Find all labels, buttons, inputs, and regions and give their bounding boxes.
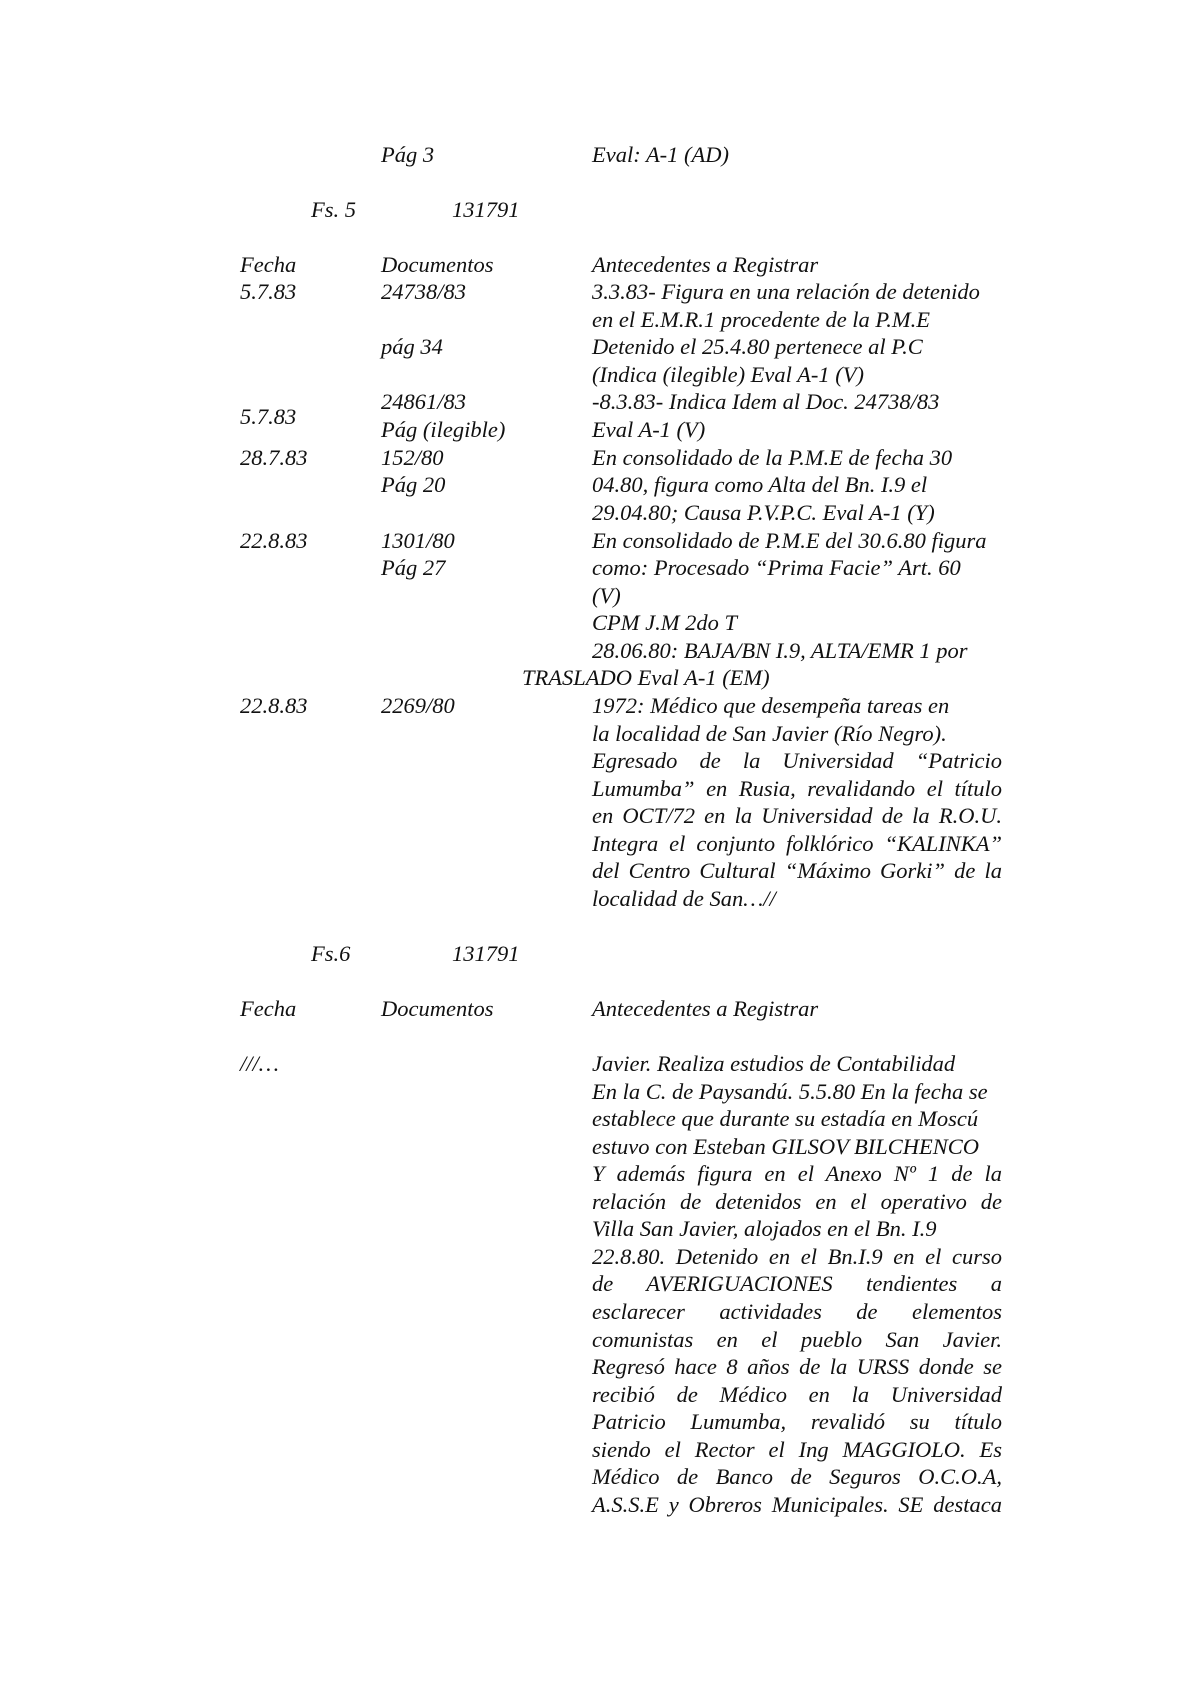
- header-fecha: Fecha: [240, 252, 297, 277]
- antecedente-line: Detenido el 25.4.80 pertenece al P.C: [592, 334, 923, 359]
- antecedente-line: (V): [592, 583, 621, 608]
- fecha-entry: 5.7.83: [240, 279, 297, 304]
- antecedente-line: como: Procesado “Prima Facie” Art. 60: [592, 555, 961, 580]
- antecedente-line: En consolidado de la P.M.E de fecha 30: [592, 445, 953, 470]
- fecha-entry: 5.7.83: [240, 404, 297, 429]
- antecedente-line: relación de detenidos en el operativo de: [592, 1189, 1002, 1214]
- antecedente-line: -8.3.83- Indica Idem al Doc. 24738/83: [592, 389, 940, 414]
- antecedente-line: Lumumba” en Rusia, revalidando el título: [592, 776, 1002, 801]
- documento-entry: 2269/80: [381, 693, 455, 718]
- antecedente-line: 1972: Médico que desempeña tareas en: [592, 693, 950, 718]
- antecedente-line: Patricio Lumumba, revalidó su título: [592, 1409, 1002, 1434]
- antecedente-line: (Indica (ilegible) Eval A-1 (V): [592, 362, 864, 387]
- antecedente-line: siendo el Rector el Ing MAGGIOLO. Es: [592, 1437, 1002, 1462]
- page-number: Pág 3: [381, 142, 435, 167]
- antecedente-line: comunistas en el pueblo San Javier.: [592, 1327, 1002, 1352]
- antecedente-line: esclarecer actividades de elementos: [592, 1299, 1002, 1324]
- antecedente-line: 29.04.80; Causa P.V.P.C. Eval A-1 (Y): [592, 500, 935, 525]
- antecedente-line: Integra el conjunto folklórico “KALINKA”: [592, 831, 1002, 856]
- antecedente-line: establece que durante su estadía en Moscú: [592, 1106, 979, 1131]
- documento-entry: pág 34: [381, 334, 443, 359]
- antecedente-line: Eval A-1 (V): [592, 417, 706, 442]
- antecedente-line: Javier. Realiza estudios de Contabilidad: [592, 1051, 956, 1076]
- header-documentos: Documentos: [381, 996, 494, 1021]
- antecedente-line: Médico de Banco de Seguros O.C.O.A,: [592, 1464, 1002, 1489]
- antecedente-line: 3.3.83- Figura en una relación de detenido: [592, 279, 980, 304]
- antecedente-line: Regresó hace 8 años de la URSS donde se: [592, 1354, 1002, 1379]
- documento-entry: 24861/83: [381, 389, 467, 414]
- antecedente-line: 22.8.80. Detenido en el Bn.I.9 en el curso: [592, 1244, 1002, 1269]
- antecedente-line: en OCT/72 en la Universidad de la R.O.U.: [592, 803, 1002, 828]
- antecedente-line: TRASLADO Eval A-1 (EM): [522, 665, 770, 690]
- antecedente-line: localidad de San…//: [592, 886, 776, 911]
- fs-label: Fs.6: [311, 941, 351, 966]
- antecedente-line: CPM J.M 2do T: [592, 610, 737, 635]
- page-evaluation: Eval: A-1 (AD): [592, 142, 730, 167]
- documento-entry: Pág 20: [381, 472, 446, 497]
- header-fecha: Fecha: [240, 996, 297, 1021]
- header-documentos: Documentos: [381, 252, 494, 277]
- antecedente-line: Villa San Javier, alojados en el Bn. I.9: [592, 1216, 937, 1241]
- antecedente-line: de AVERIGUACIONES tendientes a: [592, 1271, 1002, 1296]
- antecedente-line: 04.80, figura como Alta del Bn. I.9 el: [592, 472, 928, 497]
- documento-entry: Pág (ilegible): [381, 417, 506, 442]
- fecha-entry: 28.7.83: [240, 445, 308, 470]
- documento-entry: 152/80: [381, 445, 444, 470]
- antecedente-line: Egresado de la Universidad “Patricio: [592, 748, 1002, 773]
- antecedente-line: en el E.M.R.1 procedente de la P.M.E: [592, 307, 931, 332]
- fs-label: Fs. 5: [311, 197, 356, 222]
- antecedente-line: A.S.S.E y Obreros Municipales. SE destaca: [592, 1492, 1002, 1517]
- file-number: 131791: [452, 941, 520, 966]
- antecedente-line: 28.06.80: BAJA/BN I.9, ALTA/EMR 1 por: [592, 638, 968, 663]
- fecha-entry: ///…: [240, 1051, 279, 1076]
- fecha-entry: 22.8.83: [240, 693, 308, 718]
- antecedente-line: del Centro Cultural “Máximo Gorki” de la: [592, 858, 1002, 883]
- antecedente-line: Y además figura en el Anexo Nº 1 de la: [592, 1161, 1002, 1186]
- header-antecedentes: Antecedentes a Registrar: [592, 996, 819, 1021]
- documento-entry: 24738/83: [381, 279, 467, 304]
- file-number: 131791: [452, 197, 520, 222]
- antecedente-line: recibió de Médico en la Universidad: [592, 1382, 1002, 1407]
- header-antecedentes: Antecedentes a Registrar: [592, 252, 819, 277]
- antecedente-line: En la C. de Paysandú. 5.5.80 En la fecha se: [592, 1079, 988, 1104]
- antecedente-line: estuvo con Esteban GILSOV BILCHENCO: [592, 1134, 980, 1159]
- antecedente-line: En consolidado de P.M.E del 30.6.80 figura: [592, 528, 987, 553]
- documento-entry: 1301/80: [381, 528, 455, 553]
- documento-entry: Pág 27: [381, 555, 446, 580]
- antecedente-line: la localidad de San Javier (Río Negro).: [592, 721, 947, 746]
- fecha-entry: 22.8.83: [240, 528, 308, 553]
